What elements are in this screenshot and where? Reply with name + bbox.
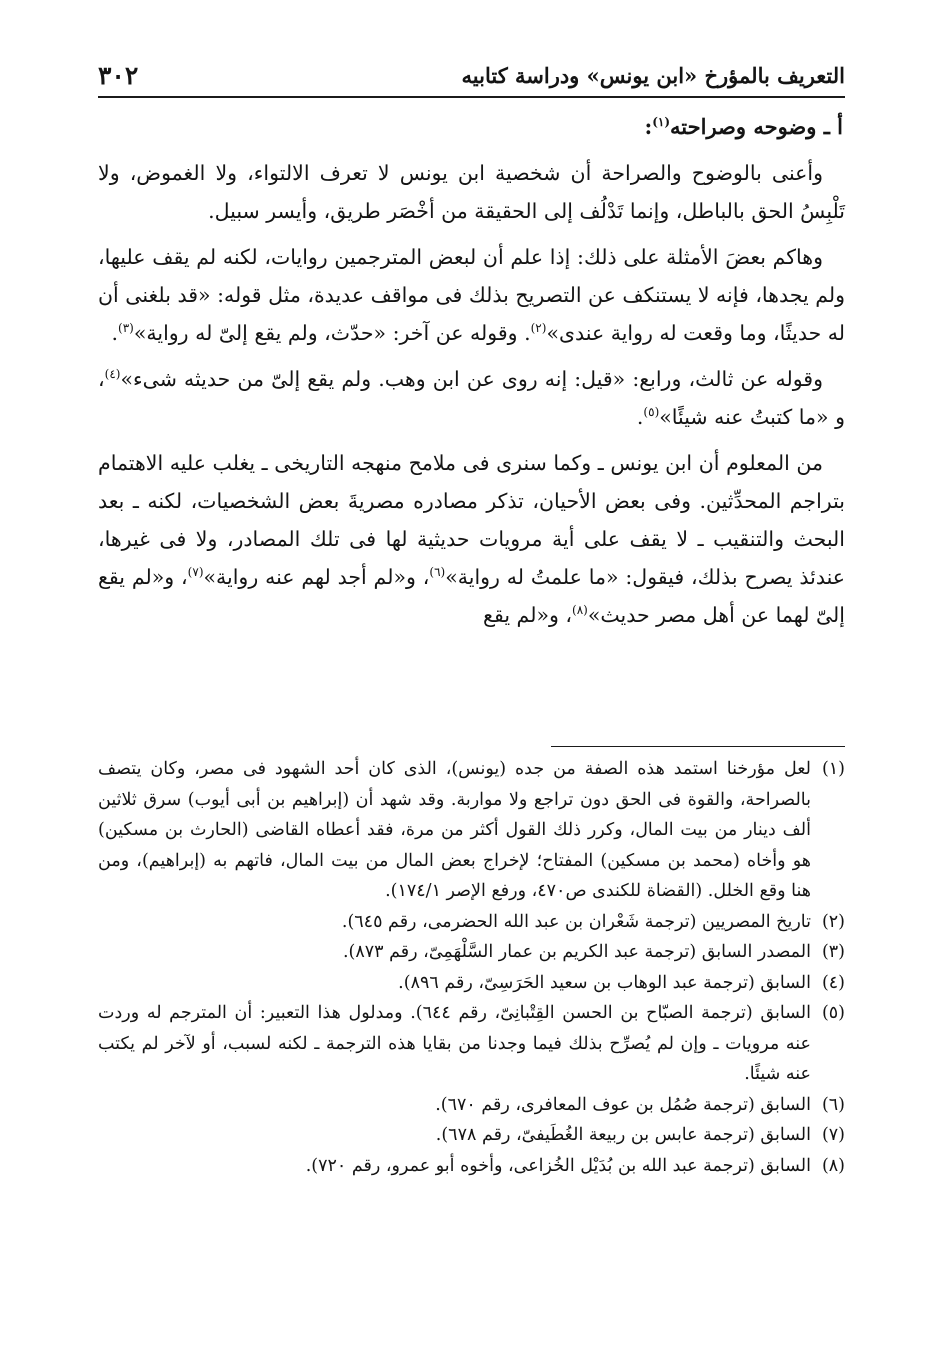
- footnote-text: السابق (ترجمة عبد الله بن بُدَيْل الخُزاعى، وأخوه أبو عمرو، رقم ٧٢٠).: [305, 1155, 811, 1176]
- footnote-text: السابق (ترجمة الصبّاح بن الحسن القِتْبانِىّ، رقم ٦٤٤). ومدلول هذا التعبير: أن المترجم له وردت عنه مرويات ـ وإن لم يُصرِّح بذلك فيما وجدنا من بقايا هذه الترجمة ـ لكنه لسبب، أو لآخر لم يكتب عنه شيئًا.: [98, 1003, 811, 1084]
- paragraph-text: ، و«لم يقع: [483, 603, 573, 627]
- paragraph-text: من المعلوم أن ابن يونس ـ وكما سنرى فى ملامح منهجه التاريخى ـ يغلب عليه الاهتمام بتراجم المحدِّثين. وفى بعض الأحيان، تذكر مصادره مصريةَ بعض الشخصيات، لكنه ـ بعد البحث والتنقيب ـ لا يقف على أية مرويات حديثية لها فى تلك المصادر، ولا فى غيرها، عندئذ يصرح بذلك، فيقول: «ما علمتُ له رواية»: [98, 451, 846, 589]
- footnote-number: (٥): [821, 1003, 845, 1023]
- footnote-8: [98, 1151, 845, 1182]
- footnote-number: (٨): [821, 1155, 845, 1176]
- footnote-7: [98, 1120, 845, 1151]
- paragraph-1: وأعنى بالوضوح والصراحة أن شخصية ابن يونس لا تعرف الالتواء، ولا الغموض، ولا تَلْبِسُ الحق بالباطل، وإنما تَدْلُف إلى الحقيقة من أخْصَر طريق، وأيسر سبيل.: [98, 161, 845, 223]
- footnote-1: [98, 754, 845, 907]
- main-text: [98, 108, 845, 634]
- paragraph-text: ، و«لم يقع إلىّ لهما عن أهل مصر حديث»: [98, 565, 845, 627]
- header-rule: [98, 96, 845, 98]
- footnote-4: [98, 968, 845, 999]
- paragraph-text: . وقوله عن آخر: «حدّث، ولم يقع إلىّ له رواية»: [133, 321, 531, 345]
- footnote-ref[interactable]: (٣): [118, 321, 134, 336]
- section-heading-text: أ ـ وضوحه وصراحته: [670, 114, 843, 139]
- running-title: التعريف بالمؤرخ «ابن يونس» ودراسة كتابيه: [461, 62, 845, 88]
- footnote-text: السابق (ترجمة عبد الوهاب بن سعيد الحَرَسِىّ، رقم ٨٩٦).: [398, 972, 811, 993]
- paragraph-text: وقوله عن ثالث، ورابع: «قيل: إنه روى عن ابن وهب. ولم يقع إلىّ من حديثه شىء»: [120, 367, 823, 391]
- footnote-number: (٧): [821, 1125, 845, 1145]
- section-heading: [98, 108, 843, 146]
- footnote-number: (٦): [821, 1094, 845, 1115]
- paragraph-2: [98, 238, 845, 352]
- footnote-number: (٣): [821, 942, 845, 962]
- paragraph-text: ، و«لم أجد لهم عنه رواية»: [203, 565, 430, 589]
- footnote-6: [98, 1090, 845, 1121]
- footnote-ref[interactable]: (١): [652, 115, 671, 129]
- paragraph-text: .: [111, 321, 118, 345]
- paragraph-4: [98, 444, 845, 634]
- footnotes-section: [98, 754, 845, 1181]
- footnote-3: [98, 937, 845, 968]
- page-number: ٣٠٢: [98, 60, 139, 90]
- paragraph-text: ، و «ما كتبتُ عنه شيئًا»: [98, 367, 845, 429]
- paragraph-3: [98, 360, 845, 436]
- paragraph-text: وهاكم بعضَ الأمثلة على ذلك: إذا علم أن لبعض المترجمين روايات، لكنه لم يقف عليها، ولم يجدها، فإنه لا يستنكف عن التصريح بذلك فى مواقف عديدة، مثل قوله: «قد بلغنى أن له حديثًا، وما وقعت له رواية عندى»: [98, 245, 845, 345]
- footnote-text: السابق (ترجمة عابس بن ربيعة الغُطَيفىّ، رقم ٦٧٨).: [435, 1125, 811, 1145]
- paragraph-text: .: [636, 405, 644, 429]
- footnote-2: [98, 907, 845, 938]
- page-header: [98, 58, 845, 92]
- footnote-5: [98, 998, 845, 1090]
- footnote-text: المصدر السابق (ترجمة عبد الكريم بن عمار السَّلْهَمِىّ، رقم ٨٧٣).: [342, 942, 811, 962]
- heading-colon: :: [644, 114, 653, 139]
- footnote-text: تاريخ المصريين (ترجمة شَعْران بن عبد الله الحضرمى، رقم ٦٤٥).: [341, 911, 811, 932]
- footnote-text: لعل مؤرخنا استمد هذه الصفة من جده (يونس)، الذى كان أحد الشهود فى مصر، وكان يتصف بالصراحة، والقوة فى الحق دون تراجع ولا مواربة. وقد شهد أن (إبراهيم بن أبى أيوب) سرق ثلاثين ألف دينار من بيت المال، وكرر ذلك القول أكثر من مرة، فقد أعطاه القاضى (الحارث بن مسكين) هو وأخاه (محمد بن مسكين) المفتاح؛ لإخراج بعض المال من بيت المال، فاتهم به (إبراهيم)، ومن هنا وقع الخلل. (القضاة للكندى ص٤٧٠، ورفع الإصر ١٧٤/١).: [98, 759, 811, 901]
- footnote-ref[interactable]: (٢): [530, 321, 547, 336]
- footnote-ref[interactable]: (٨): [572, 603, 588, 618]
- footnote-number: (٢): [821, 911, 845, 932]
- footnote-text: السابق (ترجمة صُمُل بن عوف المعافرى، رقم ٦٧٠).: [435, 1094, 811, 1115]
- footnote-ref[interactable]: (٤): [104, 367, 121, 382]
- footnote-separator: [551, 746, 845, 747]
- footnote-ref[interactable]: (٦): [429, 565, 446, 580]
- footnote-number: (٤): [821, 972, 845, 993]
- footnote-ref[interactable]: (٥): [643, 405, 660, 420]
- footnote-ref[interactable]: (٧): [187, 565, 204, 580]
- footnote-number: (١): [821, 759, 845, 779]
